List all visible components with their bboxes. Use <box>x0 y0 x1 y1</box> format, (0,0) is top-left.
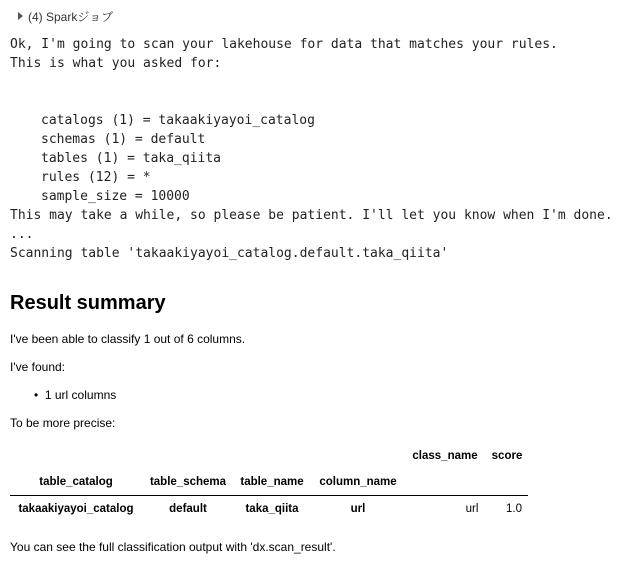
param-line: rules (12) = * <box>41 170 151 185</box>
log-line: Ok, I'm going to scan your lakehouse for data that matches your rules. <box>10 37 558 52</box>
log-line: Scanning table 'takaakiyayoi_catalog.default.taka_qiita' <box>10 246 449 261</box>
classified-text: I've been able to classify 1 out of 6 columns. <box>10 332 246 346</box>
expand-triangle-icon <box>18 12 23 20</box>
bullet-text: 1 url columns <box>44 388 117 402</box>
log-status <box>10 206 613 263</box>
cell-table-catalog: takaakiyayoi_catalog <box>18 503 134 515</box>
table-header-divider <box>10 495 528 496</box>
param-line: catalogs (1) = takaakiyayoi_catalog <box>41 113 315 128</box>
cell-score: 1.0 <box>506 503 522 515</box>
cell-class-name: url <box>465 503 479 515</box>
spark-jobs-label: (4) Sparkジョブ <box>28 10 114 24</box>
index-header-table-catalog: table_catalog <box>39 476 113 488</box>
index-header-table-name: table_name <box>240 476 304 488</box>
log-line: This is what you asked for: <box>10 56 222 71</box>
cell-column-name: url <box>350 503 366 515</box>
col-header-score: score <box>491 450 523 462</box>
param-line: schemas (1) = default <box>41 132 206 147</box>
precise-text: To be more precise: <box>10 416 116 430</box>
log-line: ... <box>10 227 34 242</box>
found-text: I've found: <box>10 360 65 374</box>
param-line: tables (1) = taka_qiita <box>41 151 222 166</box>
index-header-table-schema: table_schema <box>149 476 227 488</box>
param-line: sample_size = 10000 <box>41 189 190 204</box>
index-header-column-name: column_name <box>319 476 397 488</box>
log-intro <box>10 35 558 73</box>
bullet-item <box>34 388 116 402</box>
spark-jobs-toggle[interactable] <box>18 8 113 25</box>
scan-params <box>41 92 315 206</box>
footer-text: You can see the full classification output with 'dx.scan_result'. <box>10 540 336 554</box>
result-summary-heading: Result summary <box>10 292 166 314</box>
bullet-icon: • <box>34 388 39 402</box>
cell-table-name: taka_qiita <box>245 503 299 515</box>
cell-table-schema: default <box>169 503 207 515</box>
col-header-class-name: class_name <box>412 450 478 462</box>
log-line: This may take a while, so please be patient. I'll let you know when I'm done. <box>10 208 613 223</box>
